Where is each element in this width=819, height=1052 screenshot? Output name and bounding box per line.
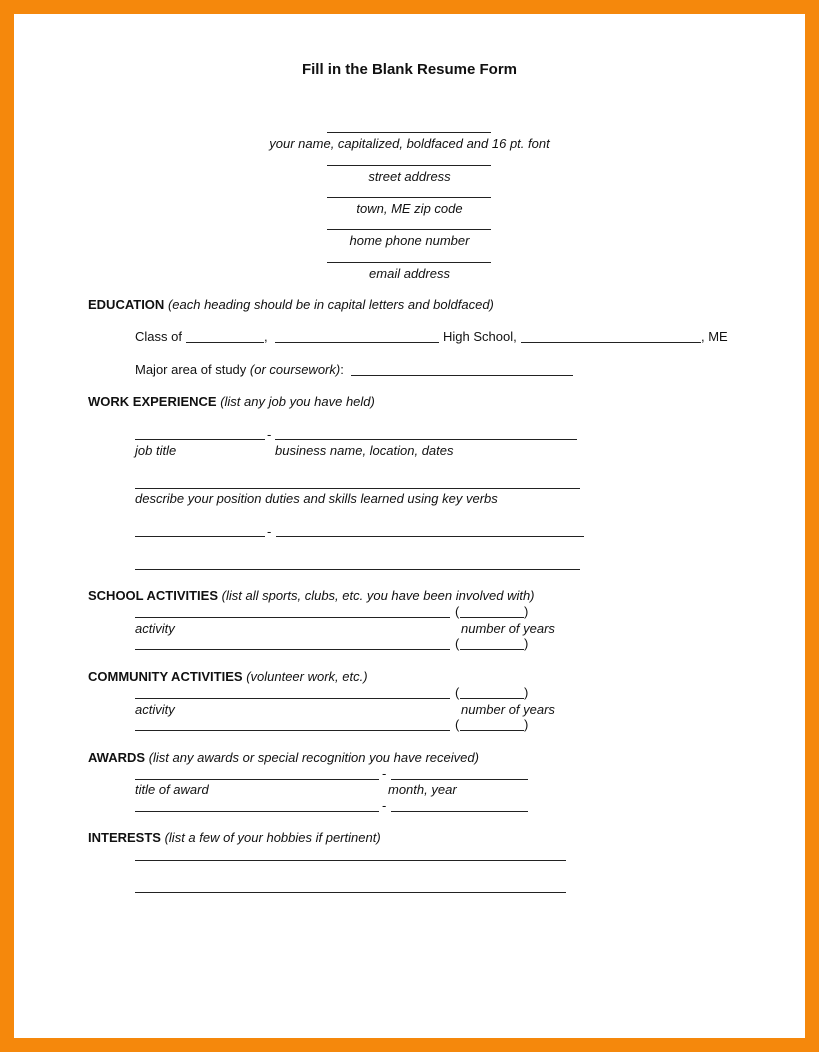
school-paren-close-1: ) bbox=[524, 604, 529, 619]
community-heading: COMMUNITY ACTIVITIES bbox=[88, 669, 243, 684]
community-activity-blank-1[interactable] bbox=[135, 698, 450, 699]
education-heading-row bbox=[88, 297, 494, 312]
school-paren-open-2: ( bbox=[455, 636, 460, 651]
awards-dash-2: - bbox=[382, 798, 387, 813]
school-paren-close-2: ) bbox=[524, 636, 529, 651]
business-hint: business name, location, dates bbox=[275, 443, 454, 458]
high-school-blank[interactable] bbox=[275, 342, 439, 343]
education-note: (each heading should be in capital letters and boldfaced) bbox=[167, 297, 494, 312]
awards-dash-1: - bbox=[382, 766, 387, 781]
awards-note: (list any awards or special recognition you have received) bbox=[148, 750, 479, 765]
interests-heading: INTERESTS bbox=[88, 830, 161, 845]
work-heading-row bbox=[88, 394, 375, 409]
street-hint: street address bbox=[368, 169, 451, 184]
major-colon: : bbox=[340, 362, 344, 377]
class-year-blank[interactable] bbox=[186, 342, 264, 343]
school-years-blank-2[interactable] bbox=[460, 649, 524, 650]
school-paren-open-1: ( bbox=[455, 604, 460, 619]
community-paren-open-2: ( bbox=[455, 717, 460, 732]
community-paren-close-2: ) bbox=[524, 717, 529, 732]
job-title-blank-2[interactable] bbox=[135, 536, 265, 537]
school-heading: SCHOOL ACTIVITIES bbox=[88, 588, 219, 603]
high-school-label: High School, bbox=[443, 329, 517, 344]
community-years-blank-2[interactable] bbox=[460, 730, 524, 731]
name-hint: your name, capitalized, boldfaced and 16 pt. font bbox=[269, 136, 550, 151]
class-of-label: Class of bbox=[135, 329, 182, 344]
school-years-blank-1[interactable] bbox=[460, 617, 524, 618]
awards-heading: AWARDS bbox=[88, 750, 146, 765]
work-note: (list any job you have held) bbox=[220, 394, 375, 409]
work-heading: WORK EXPERIENCE bbox=[88, 394, 217, 409]
work-dash: - bbox=[267, 427, 272, 442]
community-years-blank-1[interactable] bbox=[460, 698, 524, 699]
community-activity-hint: activity bbox=[135, 702, 175, 717]
school-town-blank[interactable] bbox=[521, 342, 701, 343]
interests-blank-1[interactable] bbox=[135, 860, 566, 861]
interests-blank-2[interactable] bbox=[135, 892, 566, 893]
state-label: , ME bbox=[701, 329, 728, 344]
town-blank[interactable] bbox=[327, 197, 491, 198]
business-blank-2[interactable] bbox=[276, 536, 584, 537]
education-heading: EDUCATION bbox=[88, 297, 165, 312]
school-heading-row bbox=[88, 588, 535, 603]
award-date-hint: month, year bbox=[388, 782, 457, 797]
community-heading-row bbox=[88, 669, 368, 684]
street-blank[interactable] bbox=[327, 165, 491, 166]
major-note: (or coursework) bbox=[249, 362, 341, 377]
school-activity-blank-2[interactable] bbox=[135, 649, 450, 650]
class-comma: , bbox=[264, 329, 268, 344]
job-title-hint: job title bbox=[135, 443, 177, 458]
name-blank[interactable] bbox=[327, 132, 491, 133]
major-blank[interactable] bbox=[351, 375, 573, 376]
duties-blank[interactable] bbox=[135, 488, 580, 489]
awards-heading-row bbox=[88, 750, 479, 765]
community-activity-blank-2[interactable] bbox=[135, 730, 450, 731]
work-dash-2: - bbox=[267, 524, 272, 539]
duties-hint: describe your position duties and skills learned using key verbs bbox=[135, 491, 498, 506]
email-blank[interactable] bbox=[327, 262, 491, 263]
interests-heading-row bbox=[88, 830, 381, 845]
major-row bbox=[135, 362, 344, 377]
community-years-hint: number of years bbox=[461, 702, 555, 717]
school-activity-blank-1[interactable] bbox=[135, 617, 450, 618]
school-note: (list all sports, clubs, etc. you have been involved with) bbox=[221, 588, 535, 603]
community-note: (volunteer work, etc.) bbox=[246, 669, 368, 684]
page-title: Fill in the Blank Resume Form bbox=[301, 61, 518, 78]
school-years-hint: number of years bbox=[461, 621, 555, 636]
major-label: Major area of study bbox=[135, 362, 247, 377]
resume-form-page bbox=[14, 14, 805, 1038]
interests-note: (list a few of your hobbies if pertinent) bbox=[164, 830, 381, 845]
school-activity-hint: activity bbox=[135, 621, 175, 636]
award-date-blank-1[interactable] bbox=[391, 779, 528, 780]
community-paren-close-1: ) bbox=[524, 685, 529, 700]
town-hint: town, ME zip code bbox=[356, 201, 463, 216]
award-title-hint: title of award bbox=[135, 782, 209, 797]
award-title-blank-2[interactable] bbox=[135, 811, 379, 812]
community-paren-open-1: ( bbox=[455, 685, 460, 700]
job-title-blank[interactable] bbox=[135, 439, 265, 440]
award-date-blank-2[interactable] bbox=[391, 811, 528, 812]
phone-blank[interactable] bbox=[327, 229, 491, 230]
duties-blank-2[interactable] bbox=[135, 569, 580, 570]
business-blank[interactable] bbox=[275, 439, 577, 440]
phone-hint: home phone number bbox=[349, 233, 470, 248]
email-hint: email address bbox=[369, 266, 450, 281]
award-title-blank-1[interactable] bbox=[135, 779, 379, 780]
